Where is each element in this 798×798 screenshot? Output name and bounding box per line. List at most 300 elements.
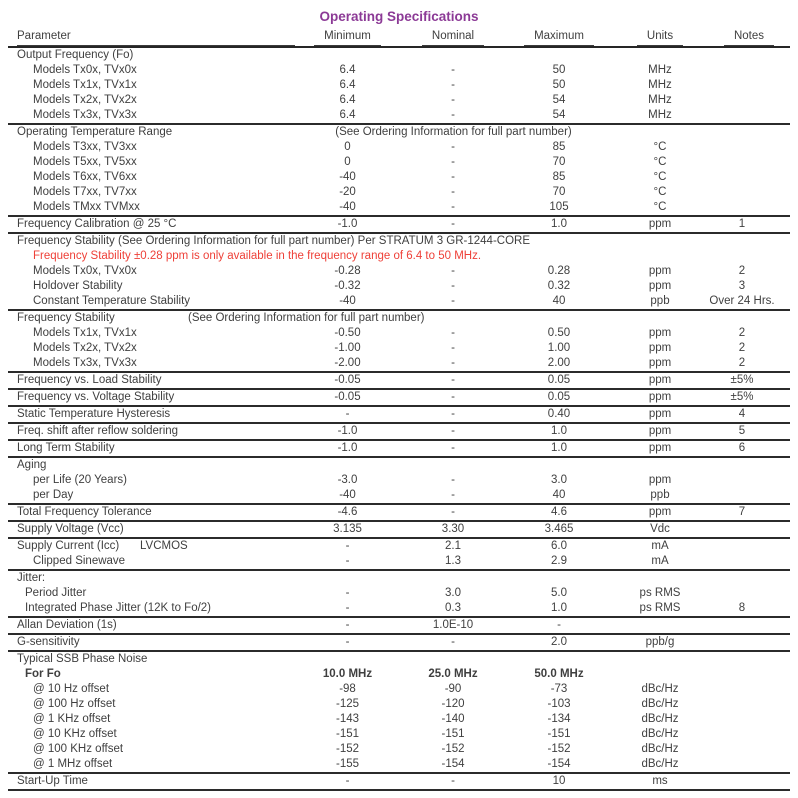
min-cell: -3.0 [337,474,358,486]
notes-cell [708,697,790,712]
notes-cell [708,140,790,155]
nominal-cell [400,47,506,63]
section-label: Aging [17,459,47,471]
param-cell: Start-Up Time [17,775,88,787]
notes-cell [708,108,790,124]
section-label: Frequency Stability (See Ordering Information for full part number) [17,312,425,324]
max-cell: 0.32 [547,280,571,292]
max-cell: 0.05 [547,374,571,386]
inline-note: LVCMOS [140,540,188,552]
max-cell: -73 [550,683,568,695]
notes-cell [708,170,790,185]
units-cell: ms [652,775,668,787]
notes-cell: 3 [738,280,746,292]
min-cell: - [345,619,350,631]
spec-table [8,28,790,791]
min-cell: 6.4 [339,94,356,106]
units-cell: °C [653,171,667,183]
table-row [8,170,790,185]
param-cell: For Fo [25,668,61,680]
notes-cell: Over 24 Hrs. [709,295,775,307]
table-row [8,389,790,406]
units-cell: dBc/Hz [641,683,679,695]
nominal-cell: - [451,295,455,307]
min-cell: - [345,587,350,599]
units-cell [612,124,708,140]
param-cell: Allan Deviation (1s) [17,619,117,631]
max-cell [506,457,612,473]
min-cell: - [345,540,350,552]
notes-cell [708,727,790,742]
nominal-cell: - [451,186,455,198]
table-row [8,78,790,93]
nominal-cell: - [451,506,455,518]
nominal-cell: 3.30 [441,523,465,535]
param-cell: Models Tx1x, TVx1x [33,327,137,339]
units-cell: °C [653,156,667,168]
nominal-cell: -90 [444,683,462,695]
max-cell: 50.0 MHz [534,668,584,680]
column-header-label: Parameter [17,28,295,46]
param-cell: Models Tx2x, TVx2x [33,94,137,106]
column-header-minimum [295,28,400,47]
nominal-cell: - [451,218,455,230]
param-cell: Frequency vs. Load Stability [17,374,162,386]
datasheet-page [0,9,798,798]
max-cell: 2.00 [547,357,571,369]
max-cell [506,47,612,63]
min-cell [295,47,400,63]
units-cell: dBc/Hz [641,713,679,725]
max-cell: 54 [552,109,566,121]
param-cell: per Day [33,489,74,501]
notes-cell [708,742,790,757]
units-cell: ppm [648,442,672,454]
param-cell: Supply Current (Icc) LVCMOS [17,540,188,552]
max-cell: 85 [552,141,566,153]
max-cell: 105 [549,201,569,213]
notes-cell [708,773,790,790]
min-cell: -1.0 [337,425,358,437]
units-cell: MHz [648,79,672,91]
units-cell: ppb [650,489,670,501]
min-cell: -155 [335,758,360,770]
notes-cell [708,617,790,634]
max-cell: 70 [552,186,566,198]
units-cell: dBc/Hz [641,743,679,755]
notes-cell: ±5% [730,374,754,386]
table-row [8,586,790,601]
min-cell: 6.4 [339,109,356,121]
table-row [8,651,790,667]
nominal-cell: - [451,79,455,91]
units-cell: ppm [648,474,672,486]
table-row [8,742,790,757]
min-cell: 10.0 MHz [322,668,373,680]
section-label: Output Frequency (Fo) [17,49,134,61]
min-cell: -20 [339,186,356,198]
units-cell: Vdc [650,523,670,535]
notes-cell [708,757,790,773]
table-row [8,521,790,538]
header-row [8,28,790,47]
notes-cell: 2 [738,357,746,369]
max-cell: 50 [552,79,566,91]
param-cell: Models TMxx TVMxx [33,201,140,213]
table-row [8,279,790,294]
notes-cell: 5 [738,425,746,437]
nominal-cell: 3.0 [445,587,461,599]
min-cell: -0.05 [334,391,361,403]
max-cell: 1.0 [551,442,567,454]
units-cell: ppm [648,357,672,369]
max-cell: 5.0 [551,587,567,599]
table-row [8,504,790,521]
notes-cell [708,63,790,78]
table-row [8,108,790,124]
min-cell: -40 [339,201,356,213]
param-cell: Models T5xx, TV5xx [33,156,137,168]
units-cell: MHz [648,64,672,76]
nominal-cell: -154 [441,758,465,770]
notes-cell [708,586,790,601]
nominal-cell: -140 [441,713,465,725]
max-cell: 1.0 [551,425,567,437]
units-cell [612,457,708,473]
table-row [8,356,790,372]
nominal-cell: - [451,109,455,121]
min-cell: -40 [339,171,356,183]
units-cell: ppb [650,295,670,307]
page-title: Operating Specifications [319,9,479,24]
param-cell: Total Frequency Tolerance [17,506,152,518]
min-cell: - [345,602,350,614]
units-cell: dBc/Hz [641,698,679,710]
nominal-cell: 2.1 [445,540,461,552]
nominal-cell: - [451,156,455,168]
table-row [8,423,790,440]
nominal-cell: - [451,94,455,106]
param-cell: Models T3xx, TV3xx [33,141,137,153]
units-cell [612,310,708,326]
param-cell: Models Tx0x, TVx0x [33,265,137,277]
nominal-cell: - [451,265,455,277]
table-row [8,341,790,356]
column-header-maximum [506,28,612,47]
max-cell: 2.0 [551,636,567,648]
nominal-cell: - [451,775,455,787]
param-cell: Static Temperature Hysteresis [17,408,171,420]
units-cell: ppb/g [645,636,675,648]
nominal-cell: -120 [441,698,465,710]
nominal-cell: 0.3 [445,602,461,614]
nominal-cell [400,457,506,473]
inline-note: (See Ordering Information for full part number) [188,312,425,324]
units-cell [612,570,708,586]
table-row [8,538,790,554]
notes-cell: ±5% [730,391,754,403]
max-cell: 6.0 [551,540,567,552]
units-cell: ppm [648,374,672,386]
param-cell: Holdover Stability [33,280,123,292]
min-cell: -98 [339,683,356,695]
nominal-cell: -151 [441,728,465,740]
table-row [8,140,790,155]
max-cell: -152 [547,743,571,755]
param-cell: Models T7xx, TV7xx [33,186,137,198]
max-cell: 85 [552,171,566,183]
units-cell: ppm [648,408,672,420]
max-cell: 0.05 [547,391,571,403]
param-cell: @ 100 KHz offset [33,743,124,755]
param-cell: Integrated Phase Jitter (12K to Fo/2) [25,602,212,614]
min-cell: -0.05 [334,374,361,386]
min-cell: -1.0 [337,218,358,230]
section-label: Operating Temperature Range [17,126,173,138]
section-label: Jitter: [17,572,46,584]
table-row [8,727,790,742]
nominal-cell: - [451,280,455,292]
column-header-parameter [8,28,295,47]
param-cell: Frequency Calibration @ 25 °C [17,218,177,230]
nominal-cell [400,570,506,586]
nominal-cell: 1.0E-10 [432,619,474,631]
nominal-cell: 25.0 MHz [428,668,478,680]
param-cell: Models Tx3x, TVx3x [33,109,137,121]
nominal-cell: - [451,391,455,403]
min-cell: -0.32 [334,280,361,292]
table-row [8,216,790,233]
notes-cell [708,682,790,697]
min-cell: 0 [344,141,351,153]
nominal-cell: - [451,327,455,339]
units-cell: mA [651,555,669,567]
table-row [8,264,790,279]
nominal-cell: -152 [441,743,465,755]
param-cell: per Life (20 Years) [33,474,127,486]
min-cell: - [345,408,350,420]
nominal-cell: - [451,636,455,648]
nominal-cell: - [451,141,455,153]
column-header-nominal [400,28,506,47]
units-cell: ppm [648,327,672,339]
section-label: Frequency Stability ±0.28 ppm is only available in the frequency range of 6.4 to 50 MHz. [33,250,482,262]
param-cell: Supply Voltage (Vcc) [17,523,124,535]
max-cell: 40 [552,295,566,307]
units-cell: °C [653,201,667,213]
column-header-label: Minimum [314,28,381,46]
param-cell: Period Jitter [25,587,87,599]
min-cell [295,651,400,667]
table-row [8,406,790,423]
section-label: Typical SSB Phase Noise [17,653,148,665]
notes-cell: 1 [738,218,746,230]
units-cell: ppm [648,391,672,403]
param-cell: @ 1 MHz offset [33,758,113,770]
table-row [8,773,790,790]
units-cell: ppm [648,265,672,277]
min-cell: -4.6 [337,506,358,518]
min-cell: -152 [335,743,360,755]
min-cell: 0 [344,156,351,168]
nominal-cell [400,651,506,667]
nominal-cell: - [451,408,455,420]
units-cell: °C [653,141,667,153]
notes-cell [708,78,790,93]
table-row [8,326,790,341]
table-row [8,233,790,249]
max-cell: 0.28 [547,265,571,277]
table-row [8,570,790,586]
notes-cell: 4 [738,408,746,420]
notes-cell: 6 [738,442,746,454]
notes-cell [708,667,790,682]
max-cell: 1.0 [551,218,567,230]
table-row [8,667,790,682]
notes-cell: 8 [738,602,746,614]
units-cell: ppm [648,506,672,518]
min-cell: 6.4 [339,79,356,91]
notes-cell [708,554,790,570]
units-cell: ppm [648,342,672,354]
table-row [8,601,790,617]
max-cell: -134 [547,713,571,725]
max-cell: 1.00 [547,342,571,354]
table-row [8,488,790,504]
min-cell: - [345,555,350,567]
max-cell: 1.0 [551,602,567,614]
table-row [8,93,790,108]
notes-cell: 2 [738,342,746,354]
notes-cell [708,634,790,651]
notes-cell [708,310,790,326]
notes-cell [708,155,790,170]
min-cell: -40 [339,295,356,307]
column-header-label: Notes [724,28,774,46]
nominal-cell: - [451,474,455,486]
nominal-cell: - [451,342,455,354]
param-cell: Models Tx3x, TVx3x [33,357,137,369]
table-row [8,554,790,570]
max-cell: 0.50 [547,327,571,339]
notes-cell [708,457,790,473]
min-cell: -0.28 [334,265,361,277]
table-row [8,310,790,326]
param-cell: Frequency vs. Voltage Stability [17,391,175,403]
max-cell: 40 [552,489,566,501]
param-cell: Constant Temperature Stability [33,295,191,307]
table-body [8,47,790,790]
nominal-cell: - [451,357,455,369]
max-cell: 10 [552,775,566,787]
notes-cell [708,521,790,538]
min-cell: -143 [335,713,360,725]
units-cell: MHz [648,109,672,121]
max-cell: 0.40 [547,408,571,420]
max-cell: 54 [552,94,566,106]
units-cell: dBc/Hz [641,758,679,770]
max-cell: 50 [552,64,566,76]
min-cell: 6.4 [339,64,356,76]
notes-cell: 2 [738,327,746,339]
param-cell: @ 10 Hz offset [33,683,110,695]
units-cell [612,47,708,63]
param-cell: Models Tx0x, TVx0x [33,64,137,76]
column-header-label: Units [637,28,683,46]
param-cell: Models Tx1x, TVx1x [33,79,137,91]
notes-cell [708,473,790,488]
table-row [8,200,790,216]
min-cell: 3.135 [333,523,362,535]
min-cell: -151 [335,728,360,740]
notes-cell [708,651,790,667]
nominal-cell: - [451,425,455,437]
column-header-label: Maximum [524,28,594,46]
units-cell: dBc/Hz [641,728,679,740]
min-cell: - [345,775,350,787]
column-header-label: Nominal [422,28,484,46]
column-header-notes [708,28,790,47]
table-row [8,294,790,310]
min-cell: -125 [335,698,360,710]
units-cell: MHz [648,94,672,106]
param-cell: Freq. shift after reflow soldering [17,425,179,437]
nominal-cell: - [451,171,455,183]
table-row [8,634,790,651]
notes-cell [708,185,790,200]
section-label: Frequency Stability (See Ordering Information for full part number) Per STRATUM 3 GR-1244-CORE [17,235,530,247]
max-cell: -103 [547,698,571,710]
notes-cell [708,538,790,554]
min-cell: -2.00 [334,357,361,369]
param-cell: @ 1 KHz offset [33,713,111,725]
table-row [8,185,790,200]
table-row [8,617,790,634]
notes-cell [708,570,790,586]
max-cell: 3.465 [544,523,574,535]
param-cell: Models Tx2x, TVx2x [33,342,137,354]
nominal-cell: 1.3 [445,555,461,567]
table-row [8,457,790,473]
param-cell: @ 10 KHz offset [33,728,117,740]
table-row [8,473,790,488]
units-cell [612,667,708,682]
nominal-cell: - [451,442,455,454]
table-row [8,63,790,78]
param-cell: @ 100 Hz offset [33,698,116,710]
min-cell: -40 [339,489,356,501]
table-row [8,124,790,140]
units-cell [612,651,708,667]
param-cell: Models T6xx, TV6xx [33,171,137,183]
min-cell: -1.00 [334,342,361,354]
max-cell: 4.6 [551,506,567,518]
param-cell: G-sensitivity [17,636,80,648]
max-cell: - [557,619,561,631]
notes-cell [708,93,790,108]
min-cell: -0.50 [334,327,361,339]
min-cell: - [345,636,350,648]
table-row [8,697,790,712]
max-cell [506,310,612,326]
param-cell: Clipped Sinewave [33,555,126,567]
param-cell: Long Term Stability [17,442,115,454]
units-cell [612,617,708,634]
notes-cell [708,488,790,504]
notes-cell: 7 [738,506,746,518]
notes-cell [708,712,790,727]
min-cell: -1.0 [337,442,358,454]
